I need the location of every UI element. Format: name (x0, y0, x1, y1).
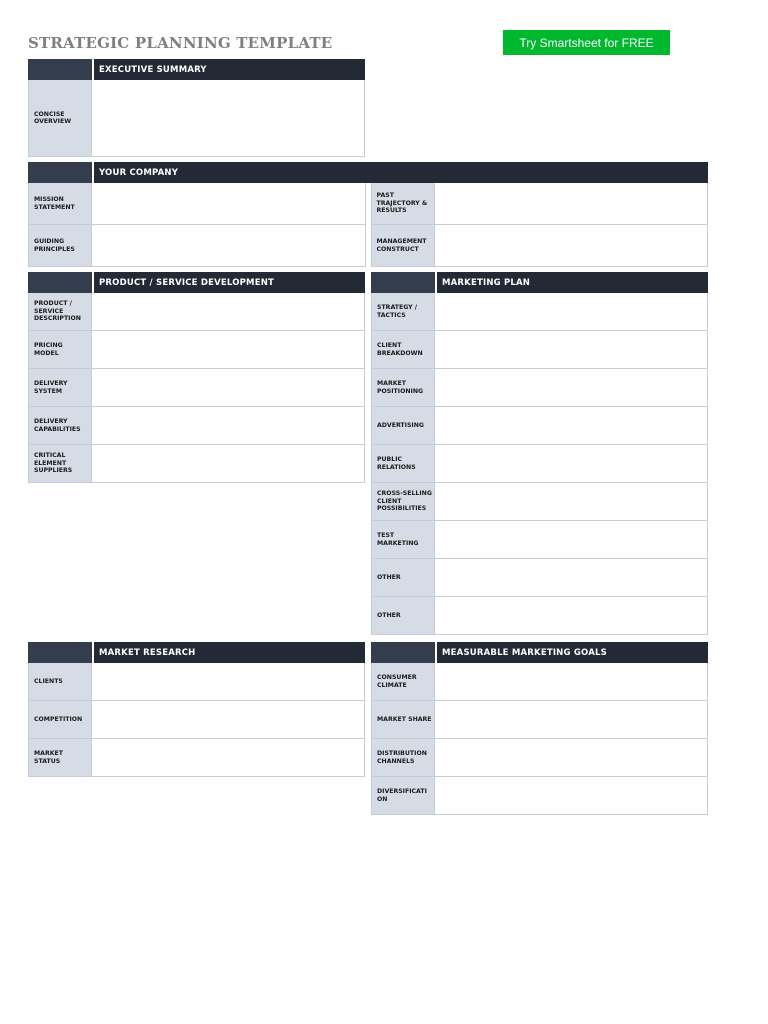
pricing-model-field[interactable] (92, 331, 365, 368)
section-title: EXECUTIVE SUMMARY (99, 64, 207, 75)
past-trajectory-field[interactable] (435, 183, 709, 224)
product-service-section (28, 272, 365, 483)
section-title: MARKETING PLAN (442, 277, 531, 288)
row-label: OTHER (371, 597, 435, 634)
table-row (371, 225, 709, 267)
try-smartsheet-button[interactable]: Try Smartsheet for FREE (503, 30, 670, 55)
section-title: MARKET RESEARCH (99, 647, 196, 658)
table-row (371, 739, 708, 777)
market-positioning-field[interactable] (435, 369, 708, 406)
section-title: YOUR COMPANY (99, 167, 179, 178)
distribution-channels-field[interactable] (435, 739, 708, 776)
your-company-section (28, 162, 708, 267)
public-relations-field[interactable] (435, 445, 708, 482)
table-row (28, 293, 365, 331)
row-label: MARKET STATUS (28, 739, 92, 776)
row-label: PUBLIC RELATIONS (371, 445, 435, 482)
table-row (371, 521, 708, 559)
row-label: MARKET SHARE (371, 701, 435, 738)
table-row (28, 183, 366, 225)
strategy-tactics-field[interactable] (435, 293, 708, 330)
row-label: PAST TRAJECTORY & RESULTS (371, 183, 435, 224)
table-row (28, 225, 366, 267)
table-row (371, 701, 708, 739)
table-row (371, 407, 708, 445)
table-row (371, 183, 709, 225)
row-label: DELIVERY CAPABILITIES (28, 407, 92, 444)
table-row (28, 663, 365, 701)
row-label: CROSS-SELLING CLIENT POSSIBILITIES (371, 483, 435, 520)
row-label: COMPETITION (28, 701, 92, 738)
product-description-field[interactable] (92, 293, 365, 330)
table-row (28, 369, 365, 407)
table-row (28, 739, 365, 777)
table-row (371, 777, 708, 815)
other-field[interactable] (435, 559, 708, 596)
consumer-climate-field[interactable] (435, 663, 708, 700)
row-label: DELIVERY SYSTEM (28, 369, 92, 406)
mission-statement-field[interactable] (92, 183, 366, 224)
test-marketing-field[interactable] (435, 521, 708, 558)
cross-selling-field[interactable] (435, 483, 708, 520)
row-label: CRITICAL ELEMENT SUPPLIERS (28, 445, 92, 482)
management-construct-field[interactable] (435, 225, 709, 266)
row-label: GUIDING PRINCIPLES (28, 225, 92, 266)
table-row (371, 445, 708, 483)
table-row (371, 597, 708, 635)
delivery-capabilities-field[interactable] (92, 407, 365, 444)
critical-suppliers-field[interactable] (92, 445, 365, 482)
section-title: MEASURABLE MARKETING GOALS (442, 647, 607, 658)
row-label: DISTRIBUTION CHANNELS (371, 739, 435, 776)
row-label: OTHER (371, 559, 435, 596)
executive-summary-section (28, 59, 365, 157)
marketing-goals-section (371, 642, 708, 815)
market-research-section (28, 642, 365, 777)
section-title: PRODUCT / SERVICE DEVELOPMENT (99, 277, 275, 288)
table-row (28, 331, 365, 369)
table-row (371, 483, 708, 521)
row-label: CLIENTS (28, 663, 92, 700)
row-label: TEST MARKETING (371, 521, 435, 558)
table-row (371, 331, 708, 369)
section-header (28, 162, 708, 183)
row-label: MARKET POSITIONING (371, 369, 435, 406)
row-label: MANAGEMENT CONSTRUCT (371, 225, 435, 266)
market-status-field[interactable] (92, 739, 365, 776)
clients-field[interactable] (92, 663, 365, 700)
concise-overview-field[interactable] (92, 80, 365, 156)
market-share-field[interactable] (435, 701, 708, 738)
section-header (28, 272, 365, 293)
table-row (28, 701, 365, 739)
diversification-field[interactable] (435, 777, 708, 814)
row-label: DIVERSIFICATION (371, 777, 435, 814)
table-row (28, 407, 365, 445)
other-field[interactable] (435, 597, 708, 634)
client-breakdown-field[interactable] (435, 331, 708, 368)
row-label: CONCISE OVERVIEW (28, 80, 92, 156)
table-row (371, 293, 708, 331)
row-label: CLIENT BREAKDOWN (371, 331, 435, 368)
row-label: PRODUCT / SERVICE DESCRIPTION (28, 293, 92, 330)
row-label: MISSION STATEMENT (28, 183, 92, 224)
advertising-field[interactable] (435, 407, 708, 444)
table-row (28, 445, 365, 483)
row-label: ADVERTISING (371, 407, 435, 444)
section-header (371, 272, 708, 293)
delivery-system-field[interactable] (92, 369, 365, 406)
page-title: STRATEGIC PLANNING TEMPLATE (28, 34, 333, 52)
section-header (371, 642, 708, 663)
marketing-plan-section (371, 272, 708, 635)
row-label: CONSUMER CLIMATE (371, 663, 435, 700)
table-row (371, 369, 708, 407)
row-label: STRATEGY / TACTICS (371, 293, 435, 330)
section-header (28, 642, 365, 663)
row-label: PRICING MODEL (28, 331, 92, 368)
guiding-principles-field[interactable] (92, 225, 366, 266)
table-row (371, 559, 708, 597)
section-header (28, 59, 365, 80)
table-row (28, 80, 365, 157)
table-row (371, 663, 708, 701)
competition-field[interactable] (92, 701, 365, 738)
